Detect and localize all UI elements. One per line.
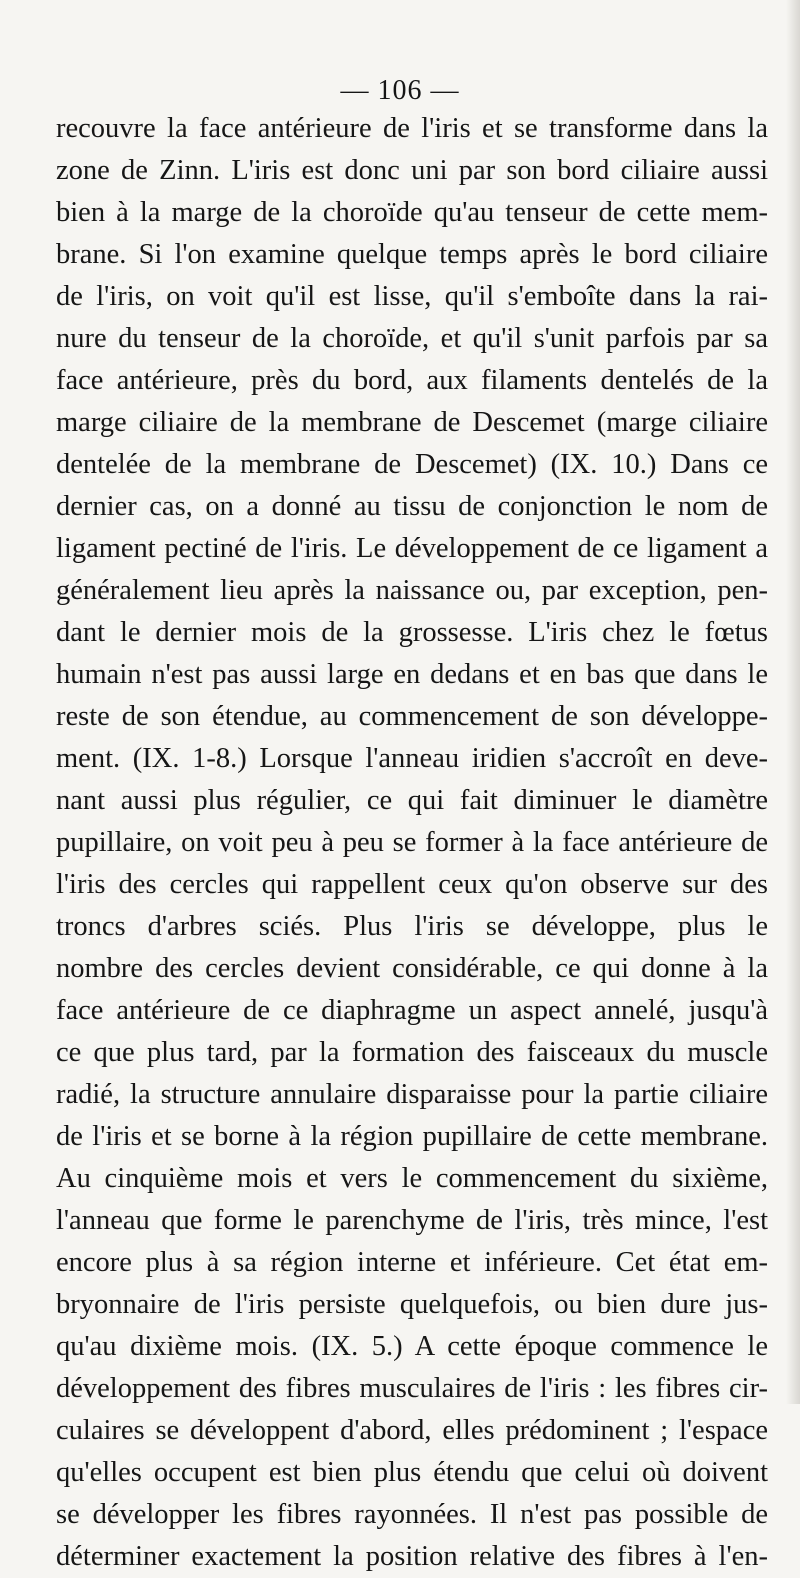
text-line: encore plus à sa région interne et inférieure. Cet état em- [56, 1247, 768, 1278]
text-line: bryonnaire de l'iris persiste quelquefois, ou bien dure jus- [56, 1289, 768, 1320]
text-line: nure du tenseur de la choroïde, et qu'il s'unit parfois par sa [56, 323, 768, 354]
text-line: pupillaire, on voit peu à peu se former à la face antérieure de [56, 827, 768, 858]
text-line: reste de son étendue, au commencement de son développe- [56, 701, 768, 732]
text-line: zone de Zinn. L'iris est donc uni par son bord ciliaire aussi [56, 155, 768, 186]
page-edge-shadow [786, 0, 800, 1404]
text-line: brane. Si l'on examine quelque temps après le bord ciliaire [56, 239, 768, 270]
text-line: face antérieure de ce diaphragme un aspect annelé, jusqu'à [56, 995, 768, 1026]
text-line: qu'au dixième mois. (IX. 5.) A cette époque commence le [56, 1331, 768, 1362]
text-line: culaires se développent d'abord, elles prédominent ; l'espace [56, 1415, 768, 1446]
text-line: radié, la structure annulaire disparaisse pour la partie ciliaire [56, 1079, 768, 1110]
text-line: marge ciliaire de la membrane de Descemet (marge ciliaire [56, 407, 768, 438]
text-line: nant aussi plus régulier, ce qui fait diminuer le diamètre [56, 785, 768, 816]
text-line: l'anneau que forme le parenchyme de l'iris, très mince, l'est [56, 1205, 768, 1236]
text-line: dernier cas, on a donné au tissu de conjonction le nom de [56, 491, 768, 522]
text-line: Au cinquième mois et vers le commencement du sixième, [56, 1163, 768, 1194]
text-line: nombre des cercles devient considérable, ce qui donne à la [56, 953, 768, 984]
text-line: bien à la marge de la choroïde qu'au tenseur de cette mem- [56, 197, 768, 228]
text-line: l'iris des cercles qui rappellent ceux qu'on observe sur des [56, 869, 768, 900]
text-line: déterminer exactement la position relative des fibres à l'en- [56, 1541, 768, 1572]
text-line: développement des fibres musculaires de l'iris : les fibres cir- [56, 1373, 768, 1404]
body-text [56, 108, 768, 1578]
text-line: humain n'est pas aussi large en dedans et en bas que dans le [56, 659, 768, 690]
text-line: face antérieure, près du bord, aux filaments dentelés de la [56, 365, 768, 396]
text-line: troncs d'arbres sciés. Plus l'iris se développe, plus le [56, 911, 768, 942]
text-line: ligament pectiné de l'iris. Le développement de ce ligament a [56, 533, 768, 564]
text-line: de l'iris et se borne à la région pupillaire de cette membrane. [56, 1121, 768, 1152]
text-line: qu'elles occupent est bien plus étendu que celui où doivent [56, 1457, 768, 1488]
text-line: dentelée de la membrane de Descemet) (IX. 10.) Dans ce [56, 449, 768, 480]
text-line: se développer les fibres rayonnées. Il n'est pas possible de [56, 1499, 768, 1530]
text-line: recouvre la face antérieure de l'iris et se transforme dans la [56, 113, 768, 144]
text-line: ce que plus tard, par la formation des faisceaux du muscle [56, 1037, 768, 1068]
text-line: de l'iris, on voit qu'il est lisse, qu'il s'emboîte dans la rai- [56, 281, 768, 312]
text-line: ment. (IX. 1-8.) Lorsque l'anneau iridien s'accroît en deve- [56, 743, 768, 774]
page-number: — 106 — [340, 75, 460, 106]
text-line: généralement lieu après la naissance ou, par exception, pen- [56, 575, 768, 606]
text-line: dant le dernier mois de la grossesse. L'iris chez le fœtus [56, 617, 768, 648]
